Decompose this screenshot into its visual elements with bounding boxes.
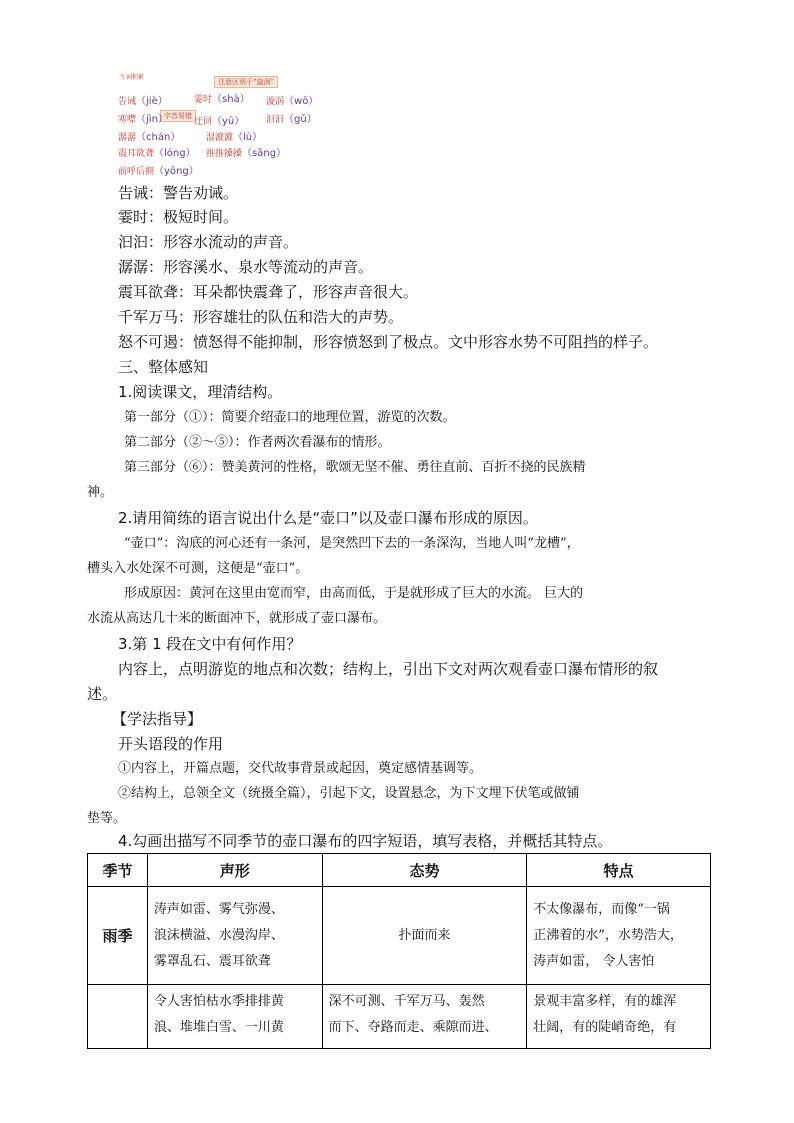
vocab-entry: 汩汩（gǔ） bbox=[266, 114, 317, 125]
momentum-cell bbox=[322, 887, 527, 985]
season-cell bbox=[88, 985, 148, 1049]
definition-line: 潺潺：形容溪水、泉水等流动的声音。 bbox=[118, 258, 374, 276]
answer-line: 形成原因：黄河在这里由宽而窄，由高而低，于是就形成了巨大的水流。 巨大的 bbox=[124, 586, 584, 601]
answer-line: 神。 bbox=[87, 485, 114, 500]
cell-line: 景观丰富多样，有的雄浑 bbox=[533, 994, 677, 1009]
answer-line: 内容上，点明游览的地点和次数；结构上，引出下文对两次观看壶口瀑布情形的叙 bbox=[118, 660, 659, 678]
method-line: 开头语段的作用 bbox=[118, 735, 224, 753]
vocab-entry: 推推搡搡（sǎng） bbox=[206, 148, 287, 159]
cell-line: 令人害怕枯水季排排黄 bbox=[153, 994, 284, 1009]
vocab-heading: 生词积累 bbox=[120, 74, 145, 81]
shape-cell bbox=[147, 887, 322, 985]
definition-line: 霎时：极短时间。 bbox=[118, 208, 239, 226]
vocab-entry: 寒噤（jìn） bbox=[118, 114, 168, 125]
section-heading: 三、整体感知 bbox=[118, 358, 209, 376]
answer-line: 槽头入水处深不可测，这便是“壶口”。 bbox=[87, 561, 309, 576]
answer-line: 述。 bbox=[87, 685, 118, 703]
vocab-entry: 湿漉漉（lù） bbox=[206, 132, 263, 143]
table-header-row bbox=[88, 854, 711, 887]
table-header-cell: 声形 bbox=[147, 854, 322, 887]
season-table bbox=[87, 853, 711, 1049]
shape-cell bbox=[147, 985, 322, 1049]
question-line: 2.请用简练的语言说出什么是“壶口”以及壶口瀑布形成的原因。 bbox=[118, 509, 538, 527]
feature-cell bbox=[527, 887, 711, 985]
vocabulary-image bbox=[118, 72, 328, 180]
cell-line: 浪、堆堆白雪、一川黄 bbox=[153, 1020, 284, 1035]
definition-line: 怒不可遏：愤怒得不能抑制，形容愤怒到了极点。文中形容水势不可阻挡的样子。 bbox=[118, 333, 659, 351]
answer-line: 水流从高达几十米的断面冲下，就形成了壶口瀑布。 bbox=[87, 611, 387, 626]
vocab-entry: 告诫（jiè） bbox=[118, 96, 168, 107]
momentum-cell bbox=[322, 985, 527, 1049]
table-header-cell: 季节 bbox=[88, 854, 148, 887]
cell-line: 不太像瀑布，而像“一锅 bbox=[533, 901, 670, 917]
vocab-entry: 迂回（yū） bbox=[194, 116, 245, 127]
vocab-note-callout: 字音易错 bbox=[160, 110, 196, 122]
cell-line: 而下、夺路而走、乘隙而进、 bbox=[328, 1020, 498, 1035]
definition-line: 千军万马：形容雄壮的队伍和浩大的声势。 bbox=[118, 308, 404, 326]
vocab-entry: 霎时（shà） bbox=[194, 94, 250, 105]
feature-cell bbox=[527, 985, 711, 1049]
method-line: 垫等。 bbox=[87, 811, 127, 826]
cell-line: 扑面而来 bbox=[398, 927, 451, 943]
question-line: 1.阅读课文，理清结构。 bbox=[118, 383, 283, 401]
method-line: ②结构上，总领全文（统摄全篇），引起下文，设置悬念，为下文埋下伏笔或做铺 bbox=[118, 786, 580, 801]
definition-line: 震耳欲聋：耳朵都快震聋了，形容声音很大。 bbox=[118, 283, 419, 301]
vocab-entry: 漩涡（wō） bbox=[266, 96, 319, 107]
cell-line: 壮阔，有的陡峭奇绝，有 bbox=[533, 1020, 677, 1035]
vocab-entry: 潺潺（chán） bbox=[118, 132, 181, 143]
cell-line: 浪沫横溢、水漫沟岸、 bbox=[153, 927, 284, 943]
table-row bbox=[88, 985, 711, 1049]
cell-line: 正沸着的水”，水势浩大， bbox=[533, 927, 683, 943]
vocab-note-callout: 注意区别于“旋涡” bbox=[214, 76, 278, 88]
cell-line: 雾罩乱石、震耳欲聋 bbox=[153, 953, 271, 969]
question-line: 4.勾画出描写不同季节的壶口瀑布的四字短语，填写表格，并概括其特点。 bbox=[118, 832, 613, 850]
definition-line: 告诫：警告劝诫。 bbox=[118, 184, 239, 202]
answer-line: 第三部分（⑥）：赞美黄河的性格，歌颂无坚不催、勇往直前、百折不挠的民族精 bbox=[124, 460, 586, 475]
definition-line: 汩汩：形容水流动的声音。 bbox=[118, 233, 299, 251]
table-header-cell: 特点 bbox=[527, 854, 711, 887]
season-cell: 雨季 bbox=[88, 887, 148, 985]
vocab-entry: 震耳欲聋（lóng） bbox=[118, 148, 196, 159]
cell-line: 深不可测、千军万马、轰然 bbox=[328, 994, 485, 1009]
table-row bbox=[88, 887, 711, 985]
question-line: 3.第 1 段在文中有何作用？ bbox=[118, 635, 302, 653]
answer-line: “壶口”：沟底的河心还有一条河，是突然凹下去的一条深沟，当地人叫“龙槽”， bbox=[124, 536, 580, 551]
answer-line: 第一部分（①）：简要介绍壶口的地理位置，游览的次数。 bbox=[124, 410, 456, 425]
cell-line: 涛声如雷、雾气弥漫、 bbox=[153, 901, 284, 917]
answer-line: 第二部分（②～⑤）：作者两次看瀑布的情形。 bbox=[124, 435, 391, 450]
cell-line: 涛声如雷， 令人害怕 bbox=[533, 953, 655, 969]
method-heading: 【学法指导】 bbox=[112, 710, 203, 728]
method-line: ①内容上，开篇点题，交代故事背景或起因，奠定感情基调等。 bbox=[118, 761, 483, 776]
table-header-cell: 态势 bbox=[322, 854, 527, 887]
vocab-entry: 前呼后拥（yōng） bbox=[118, 166, 199, 177]
